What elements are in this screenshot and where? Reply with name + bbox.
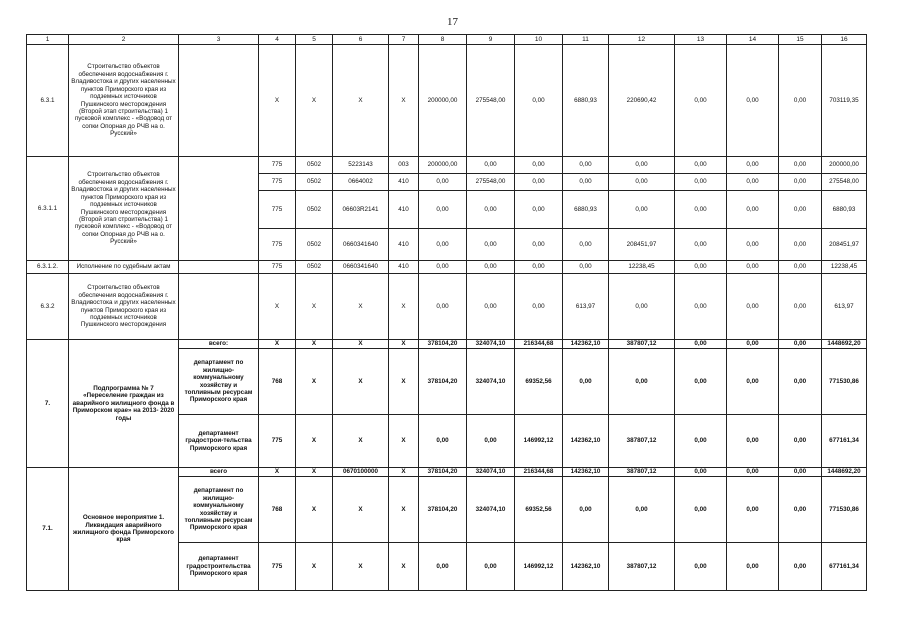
column-header-11: 11 xyxy=(563,35,609,45)
code-cell: X xyxy=(333,340,389,349)
value-cell: 0,00 xyxy=(779,157,822,174)
value-cell: 0,00 xyxy=(609,174,675,191)
value-cell: 0,00 xyxy=(779,229,822,261)
value-cell: 0,00 xyxy=(419,229,467,261)
table-row xyxy=(27,274,867,340)
value-cell: 220690,42 xyxy=(609,45,675,157)
org-cell: всего: xyxy=(179,340,259,349)
column-header-2: 2 xyxy=(69,35,179,45)
code-cell: X xyxy=(333,274,389,340)
value-cell: 0,00 xyxy=(727,157,779,174)
value-cell: 378104,20 xyxy=(419,477,467,543)
row-number: 6.3.1.1 xyxy=(27,157,69,261)
value-cell: 0,00 xyxy=(779,543,822,591)
value-cell: 0,00 xyxy=(419,191,467,229)
value-cell: 0,00 xyxy=(515,229,563,261)
value-cell: 69352,56 xyxy=(515,477,563,543)
value-cell: 0,00 xyxy=(779,477,822,543)
code-cell: 775 xyxy=(259,415,296,468)
value-cell: 0,00 xyxy=(563,229,609,261)
value-cell: 0,00 xyxy=(779,191,822,229)
code-cell: X xyxy=(296,274,333,340)
value-cell: 275548,00 xyxy=(822,174,867,191)
org-cell: всего xyxy=(179,468,259,477)
value-cell: 142362,10 xyxy=(563,468,609,477)
code-cell: 775 xyxy=(259,174,296,191)
code-cell: X xyxy=(259,340,296,349)
column-header-3: 3 xyxy=(179,35,259,45)
value-cell: 0,00 xyxy=(727,340,779,349)
org-cell: департамент градостроительства Приморского края xyxy=(179,543,259,591)
value-cell: 275548,00 xyxy=(467,45,515,157)
value-cell: 0,00 xyxy=(675,415,727,468)
code-cell: 775 xyxy=(259,229,296,261)
code-cell: X xyxy=(259,274,296,340)
value-cell: 0,00 xyxy=(419,274,467,340)
column-header-16: 16 xyxy=(822,35,867,45)
value-cell: 0,00 xyxy=(779,174,822,191)
value-cell: 0,00 xyxy=(515,191,563,229)
code-cell: X xyxy=(333,543,389,591)
value-cell: 146992,12 xyxy=(515,543,563,591)
code-cell: 0664002 xyxy=(333,174,389,191)
value-cell: 0,00 xyxy=(727,174,779,191)
code-cell: 0502 xyxy=(296,191,333,229)
value-cell: 613,97 xyxy=(563,274,609,340)
row-description: Подпрограмма № 7 «Переселение граждан из аварийного жилищного фонда в Приморском крае» на 2013- 2020 годы xyxy=(69,340,179,468)
code-cell: X xyxy=(333,415,389,468)
value-cell: 0,00 xyxy=(675,191,727,229)
code-cell: 0502 xyxy=(296,157,333,174)
row-description: Исполнение по судебным актам xyxy=(69,261,179,274)
value-cell: 0,00 xyxy=(467,157,515,174)
code-cell: 06603R2141 xyxy=(333,191,389,229)
value-cell: 378104,20 xyxy=(419,340,467,349)
value-cell: 0,00 xyxy=(675,261,727,274)
value-cell: 146992,12 xyxy=(515,415,563,468)
value-cell: 0,00 xyxy=(779,45,822,157)
value-cell: 0,00 xyxy=(515,45,563,157)
row-number: 6.3.1 xyxy=(27,45,69,157)
table-row xyxy=(27,45,867,157)
value-cell: 387807,12 xyxy=(609,468,675,477)
empty-cell xyxy=(179,261,259,274)
value-cell: 0,00 xyxy=(779,340,822,349)
code-cell: X xyxy=(389,340,419,349)
value-cell: 0,00 xyxy=(467,229,515,261)
code-cell: 775 xyxy=(259,261,296,274)
value-cell: 216344,68 xyxy=(515,468,563,477)
value-cell: 0,00 xyxy=(563,157,609,174)
value-cell: 216344,68 xyxy=(515,340,563,349)
code-cell: X xyxy=(296,340,333,349)
code-cell: X xyxy=(389,415,419,468)
code-cell: X xyxy=(333,349,389,415)
row-description: Строительство объектов обеспечения водоснабжения г. Владивостока и других населенных пунктов Приморского края из подземных источников Пушкинского месторождения xyxy=(69,274,179,340)
column-header-10: 10 xyxy=(515,35,563,45)
value-cell: 6880,93 xyxy=(822,191,867,229)
value-cell: 0,00 xyxy=(779,274,822,340)
column-header-12: 12 xyxy=(609,35,675,45)
code-cell: X xyxy=(296,543,333,591)
value-cell: 1448692,20 xyxy=(822,340,867,349)
code-cell: 775 xyxy=(259,157,296,174)
value-cell: 0,00 xyxy=(675,477,727,543)
value-cell: 0,00 xyxy=(727,261,779,274)
org-cell: департамент по жилищно-коммунальному хозяйству и топливным ресурсам Приморского края xyxy=(179,349,259,415)
value-cell: 0,00 xyxy=(727,468,779,477)
column-header-13: 13 xyxy=(675,35,727,45)
row-number: 6.3.1.2. xyxy=(27,261,69,274)
empty-cell xyxy=(179,45,259,157)
code-cell: X xyxy=(296,477,333,543)
row-number: 7.1. xyxy=(27,468,69,591)
value-cell: 12238,45 xyxy=(822,261,867,274)
value-cell: 0,00 xyxy=(675,274,727,340)
value-cell: 0,00 xyxy=(779,261,822,274)
code-cell: X xyxy=(389,477,419,543)
value-cell: 324074,10 xyxy=(467,477,515,543)
code-cell: 410 xyxy=(389,229,419,261)
value-cell: 378104,20 xyxy=(419,349,467,415)
code-cell: X xyxy=(389,468,419,477)
value-cell: 0,00 xyxy=(727,415,779,468)
value-cell: 12238,45 xyxy=(609,261,675,274)
code-cell: 0660341640 xyxy=(333,261,389,274)
code-cell: 003 xyxy=(389,157,419,174)
value-cell: 0,00 xyxy=(515,274,563,340)
table-row xyxy=(27,261,867,274)
value-cell: 0,00 xyxy=(467,274,515,340)
value-cell: 324074,10 xyxy=(467,349,515,415)
code-cell: 0502 xyxy=(296,174,333,191)
value-cell: 0,00 xyxy=(727,543,779,591)
value-cell: 0,00 xyxy=(609,157,675,174)
value-cell: 0,00 xyxy=(563,174,609,191)
value-cell: 0,00 xyxy=(727,45,779,157)
code-cell: X xyxy=(296,349,333,415)
value-cell: 0,00 xyxy=(727,274,779,340)
value-cell: 0,00 xyxy=(609,477,675,543)
code-cell: X xyxy=(389,543,419,591)
value-cell: 387807,12 xyxy=(609,340,675,349)
value-cell: 0,00 xyxy=(563,477,609,543)
value-cell: 0,00 xyxy=(727,191,779,229)
code-cell: 768 xyxy=(259,349,296,415)
code-cell: X xyxy=(389,45,419,157)
column-header-14: 14 xyxy=(727,35,779,45)
value-cell: 0,00 xyxy=(727,477,779,543)
value-cell: 208451,97 xyxy=(609,229,675,261)
code-cell: 768 xyxy=(259,477,296,543)
column-header-15: 15 xyxy=(779,35,822,45)
code-cell: X xyxy=(333,45,389,157)
value-cell: 142362,10 xyxy=(563,340,609,349)
code-cell: X xyxy=(333,477,389,543)
table-row xyxy=(27,468,867,477)
value-cell: 142362,10 xyxy=(563,415,609,468)
table-row xyxy=(27,340,867,349)
value-cell: 0,00 xyxy=(467,415,515,468)
code-cell: X xyxy=(389,274,419,340)
value-cell: 387807,12 xyxy=(609,415,675,468)
code-cell: 775 xyxy=(259,191,296,229)
code-cell: 0502 xyxy=(296,229,333,261)
code-cell: 0660341640 xyxy=(333,229,389,261)
page-number: 17 xyxy=(447,16,458,28)
value-cell: 677161,34 xyxy=(822,543,867,591)
value-cell: 0,00 xyxy=(675,340,727,349)
column-header-4: 4 xyxy=(259,35,296,45)
value-cell: 1448692,20 xyxy=(822,468,867,477)
value-cell: 0,00 xyxy=(609,191,675,229)
code-cell: 0502 xyxy=(296,261,333,274)
budget-table xyxy=(26,34,867,591)
value-cell: 771530,86 xyxy=(822,477,867,543)
value-cell: 0,00 xyxy=(675,157,727,174)
table-row xyxy=(27,35,867,45)
code-cell: X xyxy=(259,45,296,157)
value-cell: 0,00 xyxy=(515,261,563,274)
value-cell: 0,00 xyxy=(727,349,779,415)
table-row xyxy=(27,157,867,174)
row-description: Основное мероприятие 1. Ликвидация аварийного жилищного фонда Приморского края xyxy=(69,468,179,591)
row-number: 7. xyxy=(27,340,69,468)
value-cell: 6880,93 xyxy=(563,45,609,157)
value-cell: 0,00 xyxy=(675,229,727,261)
value-cell: 703119,35 xyxy=(822,45,867,157)
code-cell: 410 xyxy=(389,261,419,274)
value-cell: 0,00 xyxy=(727,229,779,261)
value-cell: 324074,10 xyxy=(467,340,515,349)
value-cell: 208451,97 xyxy=(822,229,867,261)
value-cell: 0,00 xyxy=(419,543,467,591)
value-cell: 0,00 xyxy=(675,174,727,191)
value-cell: 0,00 xyxy=(779,468,822,477)
value-cell: 0,00 xyxy=(675,349,727,415)
column-header-6: 6 xyxy=(333,35,389,45)
value-cell: 275548,00 xyxy=(467,174,515,191)
value-cell: 0,00 xyxy=(467,261,515,274)
value-cell: 200000,00 xyxy=(419,157,467,174)
column-header-5: 5 xyxy=(296,35,333,45)
value-cell: 0,00 xyxy=(515,174,563,191)
row-description: Строительство объектов обеспечения водоснабжения г. Владивостока и других населенных пунктов Приморского края из подземных источников Пушкинского месторождения (Второй этап строительства) 1 пусковой комплекс - «Водовод от сопки Опорная до РЧВ на о. Русский» xyxy=(69,157,179,261)
value-cell: 142362,10 xyxy=(563,543,609,591)
value-cell: 0,00 xyxy=(675,468,727,477)
value-cell: 200000,00 xyxy=(419,45,467,157)
value-cell: 324074,10 xyxy=(467,468,515,477)
value-cell: 0,00 xyxy=(515,157,563,174)
value-cell: 0,00 xyxy=(563,349,609,415)
column-header-7: 7 xyxy=(389,35,419,45)
value-cell: 0,00 xyxy=(675,45,727,157)
row-number: 6.3.2 xyxy=(27,274,69,340)
column-header-8: 8 xyxy=(419,35,467,45)
value-cell: 771530,86 xyxy=(822,349,867,415)
row-description: Строительство объектов обеспечения водоснабжения г. Владивостока и других населенных пунктов Приморского края из подземных источников Пушкинского месторождения (Второй этап строительства) 1 пусковой комплекс - «Водовод от сопки Опорная до РЧВ на о. Русский» xyxy=(69,45,179,157)
code-cell: 775 xyxy=(259,543,296,591)
code-cell: X xyxy=(389,349,419,415)
value-cell: 378104,20 xyxy=(419,468,467,477)
value-cell: 0,00 xyxy=(467,191,515,229)
value-cell: 0,00 xyxy=(779,415,822,468)
value-cell: 0,00 xyxy=(563,261,609,274)
org-cell: департамент по жилищно-коммунальному хозяйству и топливным ресурсам Приморского края xyxy=(179,477,259,543)
value-cell: 6880,93 xyxy=(563,191,609,229)
value-cell: 677161,34 xyxy=(822,415,867,468)
value-cell: 0,00 xyxy=(419,174,467,191)
column-header-9: 9 xyxy=(467,35,515,45)
code-cell: X xyxy=(296,468,333,477)
value-cell: 0,00 xyxy=(467,543,515,591)
org-cell: департамент градострои-тельства Приморского края xyxy=(179,415,259,468)
empty-cell xyxy=(179,274,259,340)
column-header-1: 1 xyxy=(27,35,69,45)
value-cell: 0,00 xyxy=(779,349,822,415)
code-cell: 5223143 xyxy=(333,157,389,174)
value-cell: 387807,12 xyxy=(609,543,675,591)
value-cell: 0,00 xyxy=(419,415,467,468)
code-cell: X xyxy=(296,415,333,468)
value-cell: 613,97 xyxy=(822,274,867,340)
value-cell: 0,00 xyxy=(609,274,675,340)
code-cell: X xyxy=(259,468,296,477)
value-cell: 69352,56 xyxy=(515,349,563,415)
value-cell: 0,00 xyxy=(609,349,675,415)
value-cell: 0,00 xyxy=(675,543,727,591)
value-cell: 0,00 xyxy=(419,261,467,274)
code-cell: 410 xyxy=(389,191,419,229)
code-cell: 0670100000 xyxy=(333,468,389,477)
code-cell: X xyxy=(296,45,333,157)
code-cell: 410 xyxy=(389,174,419,191)
value-cell: 200000,00 xyxy=(822,157,867,174)
empty-cell xyxy=(179,157,259,261)
